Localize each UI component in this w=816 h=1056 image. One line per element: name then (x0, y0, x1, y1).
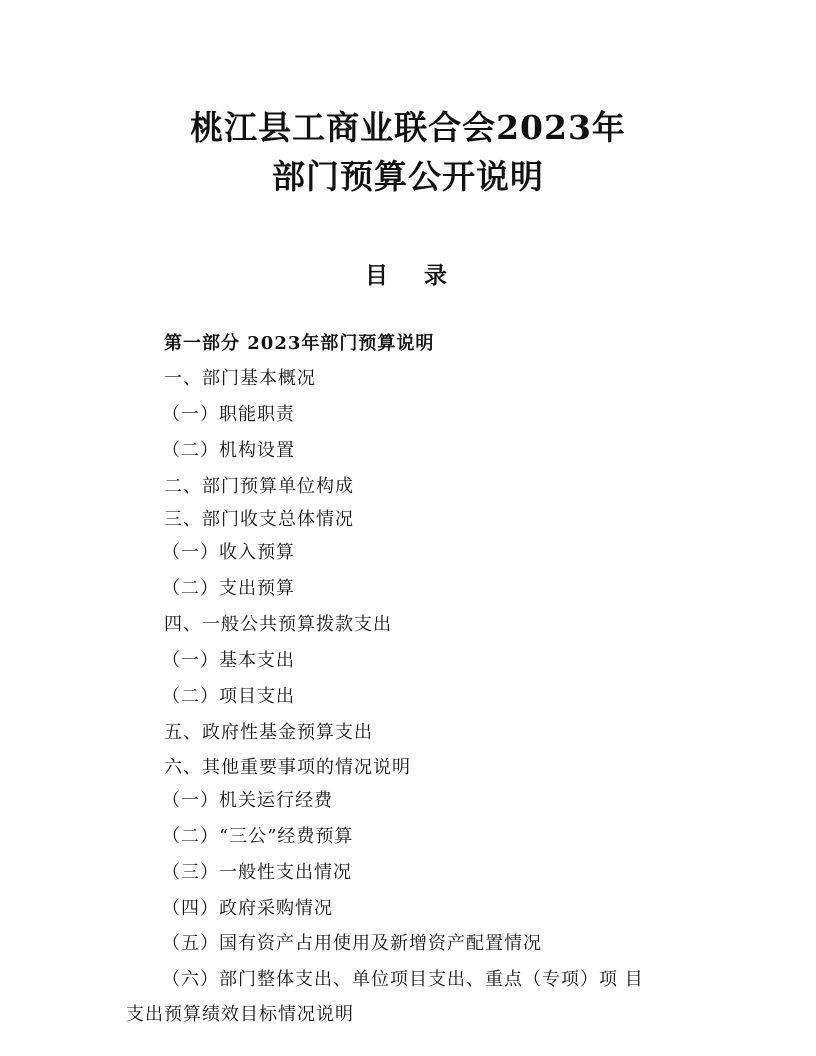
toc-item: 四、一般公共预算拨款支出 (164, 614, 392, 635)
toc-item: （一）机关运行经费 (162, 790, 333, 811)
toc-item: （二）“三公”经费预算 (162, 826, 354, 847)
toc-item: 六、其他重要事项的情况说明 (164, 757, 411, 778)
toc-item: （一）职能职责 (162, 404, 295, 425)
toc-item: （三）一般性支出情况 (162, 862, 352, 883)
toc-item: （二）支出预算 (162, 578, 295, 599)
toc-item: 三、部门收支总体情况 (164, 509, 354, 530)
toc-item: 二、部门预算单位构成 (164, 476, 354, 497)
toc-part-heading: 第一部分 2023年部门预算说明 (164, 333, 435, 354)
toc-item: （四）政府采购情况 (162, 898, 333, 919)
toc-item: （一）收入预算 (162, 542, 295, 563)
toc-item: 五、政府性基金预算支出 (164, 722, 373, 743)
toc-item: （五）国有资产占用使用及新增资产配置情况 (162, 933, 542, 954)
document-title-line-2: 部门预算公开说明 (272, 157, 544, 196)
document-title-line-1: 桃江县工商业联合会2023年 (190, 108, 626, 147)
toc-heading: 目 录 (364, 262, 461, 289)
toc-item: （一）基本支出 (162, 650, 295, 671)
toc-item-continuation: 支出预算绩效目标情况说明 (126, 1004, 354, 1025)
toc-item: （二）机构设置 (162, 440, 295, 461)
toc-item: （六）部门整体支出、单位项目支出、重点（专项）项 目 (162, 969, 644, 990)
toc-item: （二）项目支出 (162, 686, 295, 707)
toc-item: 一、部门基本概况 (164, 368, 316, 389)
